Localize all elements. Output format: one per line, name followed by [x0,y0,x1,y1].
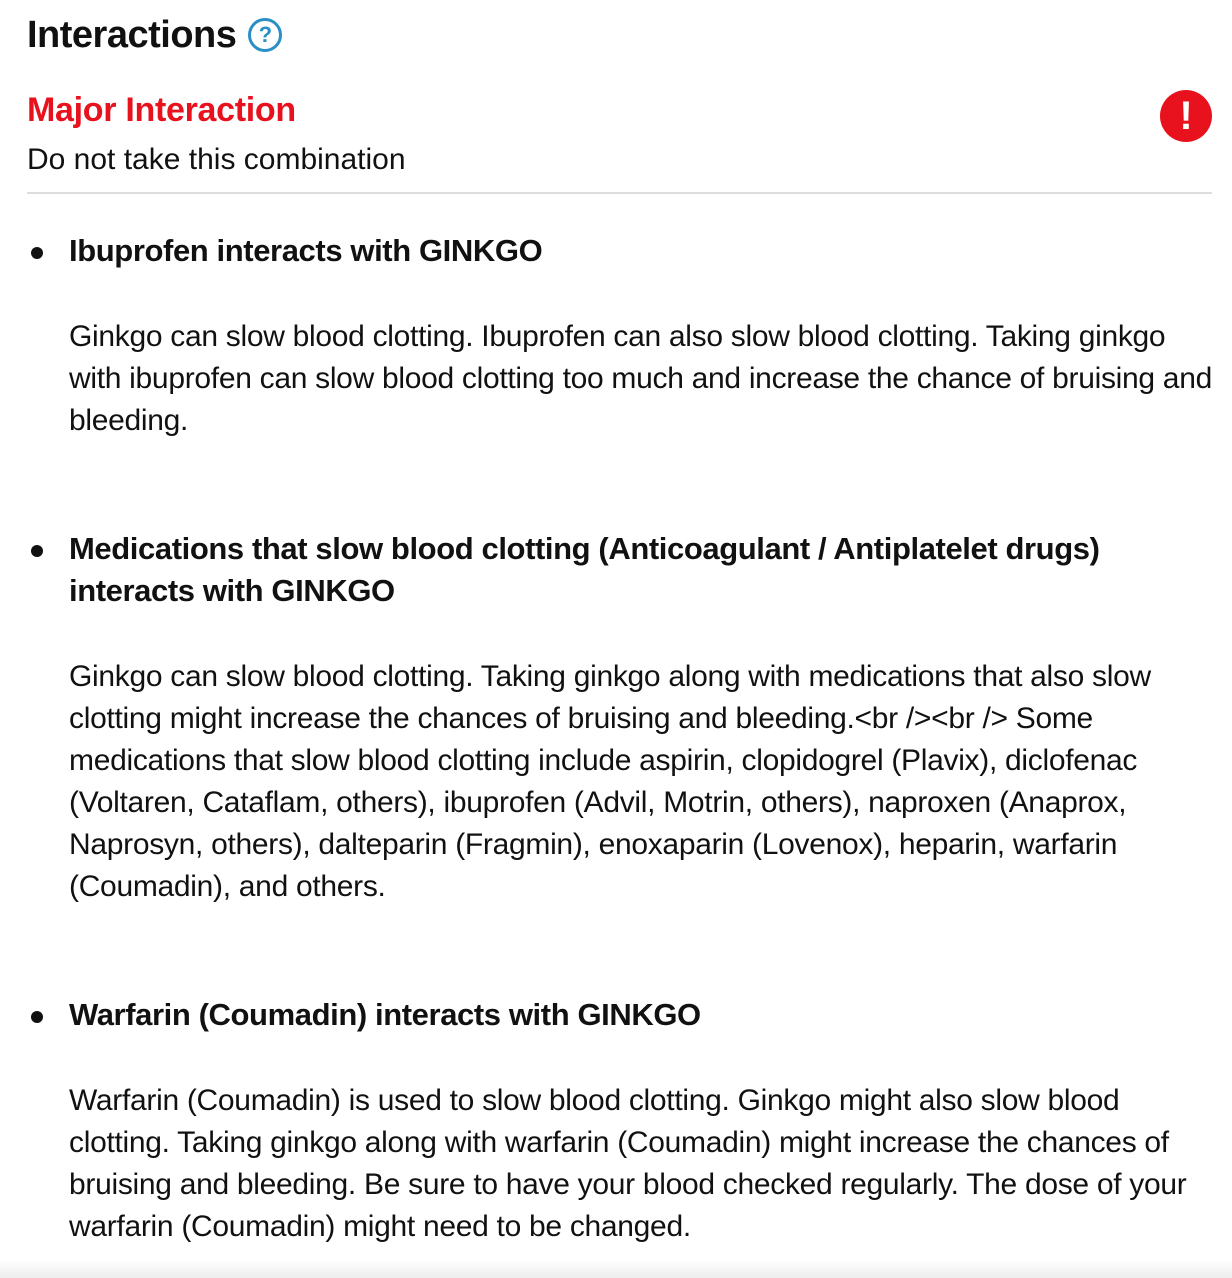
exclamation-circle-icon: ! [1160,90,1212,142]
interaction-title: Medications that slow blood clotting (Anticoagulant / Antiplatelet drugs) interacts with GINKGO [69,531,1100,608]
bullet-icon [31,247,43,259]
question-circle-icon[interactable]: ? [248,18,282,52]
interaction-description: Ginkgo can slow blood clotting. Ibuprofen can also slow blood clotting. Taking ginkgo with ibuprofen can slow blood clotting too much and increase the chance of bruising and bleeding. [69,320,1212,437]
bottom-fade [0,1260,1232,1278]
interaction-description: Warfarin (Coumadin) is used to slow blood clotting. Ginkgo might also slow blood clotting. Taking ginkgo along with warfarin (Coumadin) might increase the chances of bruising and bleeding. Be sure to have your blood checked regularly. The dose of your warfarin (Coumadin) might need to be changed. [69,1084,1187,1243]
list-item [0,994,1232,1248]
interaction-list [0,226,1232,1248]
section-title: Interactions [27,14,237,56]
interaction-title: Ibuprofen interacts with GINKGO [69,233,543,268]
severity-title: Major Interaction [27,91,296,129]
bullet-icon [31,1011,43,1023]
divider [27,192,1212,194]
list-item [0,528,1232,908]
severity-subtitle: Do not take this combination [27,143,406,176]
list-item [0,230,1232,442]
interactions-header [27,10,282,60]
interaction-description: Ginkgo can slow blood clotting. Taking ginkgo along with medications that also slow clotting might increase the chances of bruising and bleeding.<br /><br /> Some medications that slow blood clotting include aspirin, clopidogrel (Plavix), diclofenac (Voltaren, Cataflam, others), ibuprofen (Advil, Motrin, others), naproxen (Anaprox, Naprosyn, others), dalteparin (Fragmin), enoxaparin (Lovenox), heparin, warfarin (Coumadin), and others. [69,660,1151,903]
bullet-icon [31,545,43,557]
severity-block [27,86,1212,182]
interaction-title: Warfarin (Coumadin) interacts with GINKGO [69,997,701,1032]
